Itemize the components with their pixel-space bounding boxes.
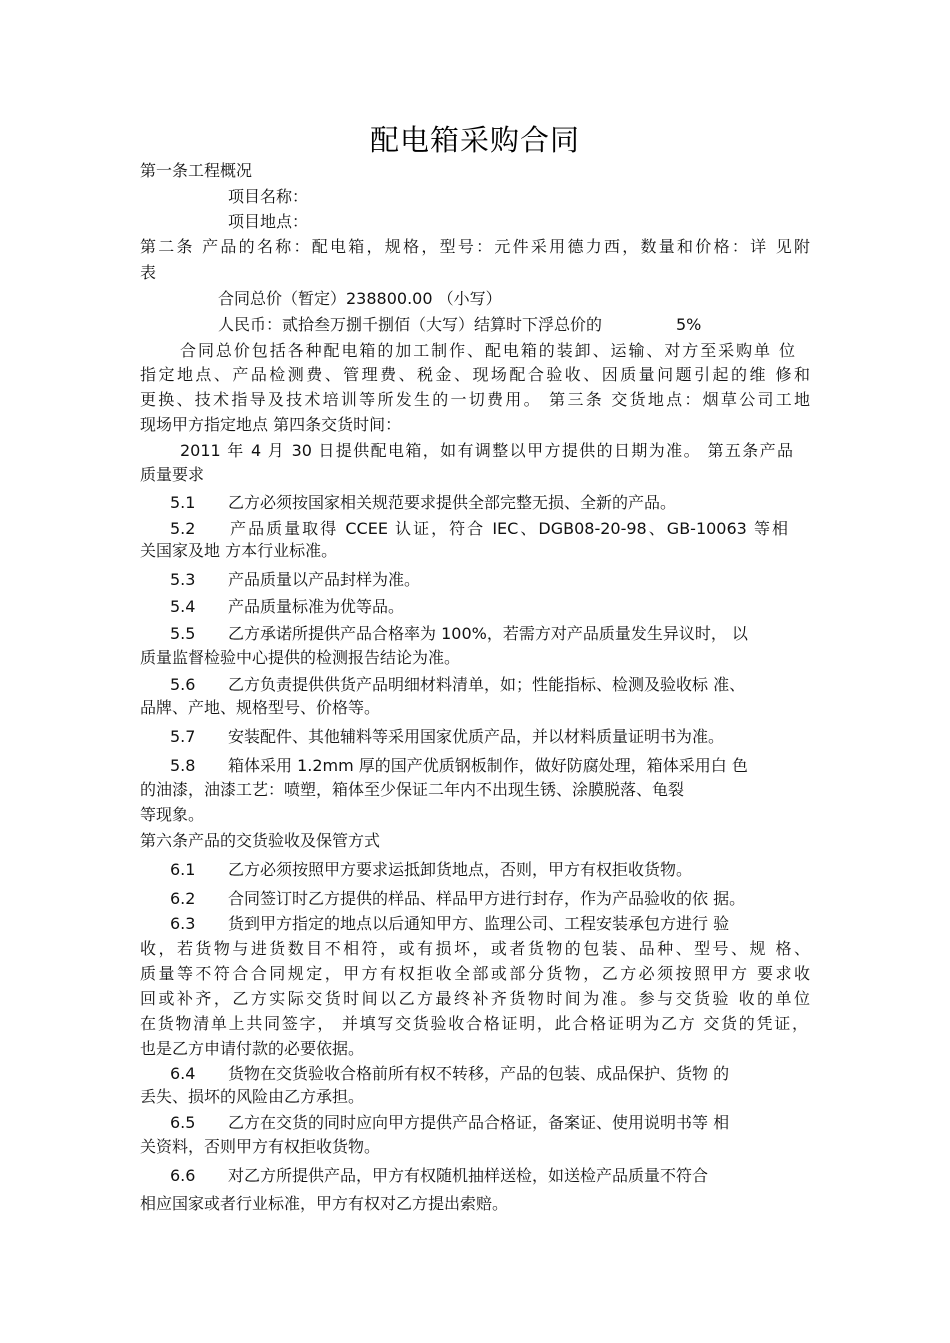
clause-number: 6.1 [170,860,196,879]
clause-number: 5.2 [170,519,196,538]
clause-continuation: 回或补齐，乙方实际交货时间以乙方最终补齐货物时间为准。参与交货验 收的单位 [140,989,810,1008]
contract-total-upper: 人民币：贰拾叁万捌千捌佰（大写）结算时下浮总价的 [218,315,603,334]
clause-text: 安装配件、其他辅料等采用国家优质产品，并以材料质量证明书为准。 [228,727,725,746]
clause-5-8 [170,755,748,777]
clause-continuation: 关资料，否则甲方有权拒收货物。 [140,1137,381,1156]
clause-5-4 [170,596,404,618]
clause-number: 5.3 [170,570,196,589]
clause-text: 货到甲方指定的地点以后通知甲方、监理公司、工程安装承包方进行 验 [228,914,730,933]
paragraph-line: 更换、技术指导及技术培训等所发生的一切费用。 第三条 交货地点：烟草公司工地 [140,390,810,409]
clause-continuation: 关国家及地 方本行业标准。 [140,541,338,560]
clause-text: 乙方必须按国家相关规范要求提供全部完整无损、全新的产品。 [228,493,677,512]
clause-number: 5.1 [170,493,196,512]
clause-number: 6.6 [170,1166,196,1185]
paragraph-line: 质量要求 [140,465,205,484]
clause-continuation: 在货物清单上共同签字， 并填写交货验收合格证明，此合格证明为乙方 交货的凭证， [140,1014,808,1033]
clause-5-7 [170,726,724,748]
clause-number: 5.5 [170,624,196,643]
clause-6-2 [170,888,745,910]
clause-text: 箱体采用 1.2mm 厚的国产优质钢板制作，做好防腐处理，箱体采用白 色 [228,756,748,775]
clause-number: 5.7 [170,727,196,746]
clause-number: 6.2 [170,889,196,908]
clause-5-1 [170,492,676,514]
clause-text: 货物在交货验收合格前所有权不转移，产品的包装、成品保护、货物 的 [228,1064,730,1083]
clause-5-5 [170,623,748,645]
clause-continuation: 质量等不符合合同规定，甲方有权拒收全部或部分货物，乙方必须按照甲方 要求收 [140,964,810,983]
clause-text: 乙方负责提供供货产品明细材料清单，如；性能指标、检测及验收标 准、 [228,675,746,694]
clause-continuation: 品牌、产地、规格型号、价格等。 [140,698,381,717]
clause-continuation: 也是乙方申请付款的必要依据。 [140,1039,365,1058]
clause-number: 6.4 [170,1064,196,1083]
document-title: 配电箱采购合同 [369,123,580,157]
clause-text: 乙方必须按照甲方要求运抵卸货地点，否则，甲方有权拒收货物。 [228,860,693,879]
article-6-heading: 第六条产品的交货验收及保管方式 [140,831,381,850]
clause-5-3 [170,569,420,591]
paragraph-line: 现场甲方指定地点 第四条交货时间： [140,415,402,434]
paragraph-line: 2011 年 4 月 30 日提供配电箱，如有调整以甲方提供的日期为准。 第五条产品 [180,441,793,460]
clause-text: 产品质量以产品封样为准。 [228,570,421,589]
clause-text: 产品质量标准为优等品。 [228,597,405,616]
paragraph-line: 合同总价包括各种配电箱的加工制作、配电箱的装卸、运输、对方至采购单 位 [180,341,795,360]
clause-6-3 [170,913,729,935]
clause-5-6 [170,674,745,696]
clause-5-2 [170,518,788,540]
project-name-label: 项目名称： [228,187,309,206]
clause-text: 乙方承诺所提供产品合格率为 100%，若需方对产品质量发生异议时， 以 [228,624,748,643]
clause-text: 对乙方所提供产品，甲方有权随机抽样送检，如送检产品质量不符合 [228,1166,709,1185]
clause-text: 乙方在交货的同时应向甲方提供产品合格证，备案证、使用说明书等 相 [228,1113,730,1132]
clause-number: 5.6 [170,675,196,694]
article-2-line: 表 [140,263,157,282]
clause-number: 5.4 [170,597,196,616]
clause-continuation: 收，若货物与进货数目不相符，或有损坏，或者货物的包装、品种、型号、规 格、 [140,939,810,958]
paragraph-line: 指定地点、产品检测费、管理费、税金、现场配合验收、因质量问题引起的维 修和 [140,365,810,384]
contract-total-lower: 合同总价（暂定）238800.00 （小写） [218,289,502,308]
discount-rate: 5% [676,315,702,334]
project-location-label: 项目地点： [228,212,309,231]
clause-continuation: 相应国家或者行业标准，甲方有权对乙方提出索赔。 [140,1194,509,1213]
clause-number: 6.3 [170,914,196,933]
clause-continuation: 质量监督检验中心提供的检测报告结论为准。 [140,648,461,667]
clause-6-5 [170,1112,729,1134]
clause-6-1 [170,859,692,881]
clause-number: 5.8 [170,756,196,775]
article-2-line: 第二条 产品的名称：配电箱，规格，型号：元件采用德力西，数量和价格：详 见附 [140,237,810,256]
clause-6-4 [170,1063,729,1085]
clause-6-6 [170,1165,708,1187]
clause-continuation: 的油漆，油漆工艺：喷塑，箱体至少保证二年内不出现生锈、涂膜脱落、龟裂 [140,780,685,799]
clause-number: 6.5 [170,1113,196,1132]
clause-continuation: 等现象。 [140,805,205,824]
clause-text: 合同签订时乙方提供的样品、样品甲方进行封存，作为产品验收的依 据。 [228,889,746,908]
clause-text: 产品质量取得 CCEE 认证，符合 IEC、DGB08-20-98、GB-10063 等相 [228,519,788,538]
article-1-heading: 第一条工程概况 [140,161,253,180]
clause-continuation: 丢失、损坏的风险由乙方承担。 [140,1087,365,1106]
